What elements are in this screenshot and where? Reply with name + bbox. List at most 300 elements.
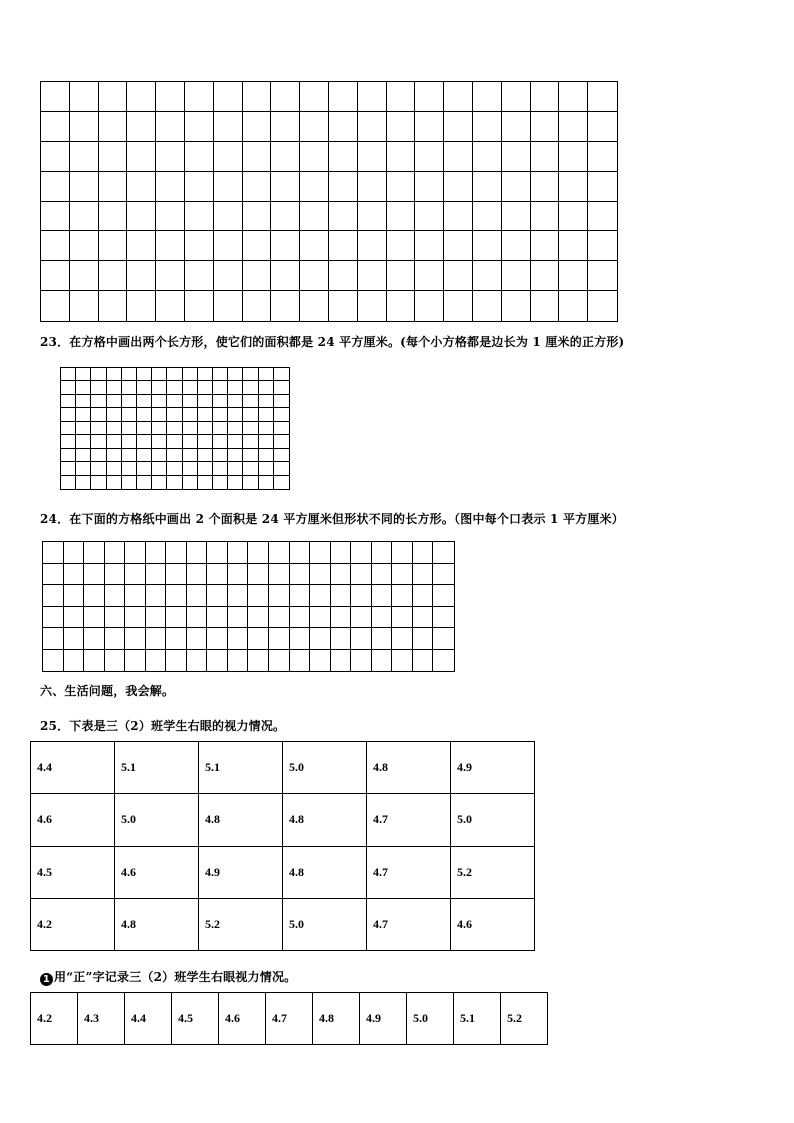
- grid-cell[interactable]: [41, 82, 70, 112]
- grid-cell[interactable]: [444, 261, 473, 291]
- grid-cell[interactable]: [198, 368, 213, 381]
- grid-cell[interactable]: [502, 172, 531, 202]
- grid-cell[interactable]: [70, 82, 99, 112]
- grid-cell[interactable]: [76, 476, 91, 489]
- grid-cell[interactable]: [207, 542, 228, 564]
- grid-cell[interactable]: [387, 112, 416, 142]
- grid-cell[interactable]: [198, 476, 213, 489]
- grid-cell[interactable]: [415, 112, 444, 142]
- grid-cell[interactable]: [531, 172, 560, 202]
- grid-cell[interactable]: [105, 585, 126, 607]
- grid-cell[interactable]: [413, 564, 434, 586]
- grid-cell[interactable]: [84, 564, 105, 586]
- grid-cell[interactable]: [290, 607, 311, 629]
- grid-cell[interactable]: [43, 585, 64, 607]
- grid-cell[interactable]: [213, 449, 228, 462]
- grid-cell[interactable]: [290, 585, 311, 607]
- grid-cell[interactable]: [156, 112, 185, 142]
- grid-cell[interactable]: [156, 291, 185, 321]
- grid-cell[interactable]: [228, 381, 243, 394]
- grid-cell[interactable]: [331, 607, 352, 629]
- grid-cell[interactable]: [310, 542, 331, 564]
- tally-header-cell[interactable]: 5.0: [407, 993, 454, 1045]
- grid-paper-q23[interactable]: [60, 367, 290, 490]
- grid-cell[interactable]: [127, 202, 156, 232]
- grid-cell[interactable]: [531, 82, 560, 112]
- grid-cell[interactable]: [127, 82, 156, 112]
- grid-cell[interactable]: [415, 231, 444, 261]
- tally-header-cell[interactable]: 4.8: [313, 993, 360, 1045]
- grid-cell[interactable]: [107, 435, 122, 448]
- grid-cell[interactable]: [228, 607, 249, 629]
- grid-cell[interactable]: [127, 112, 156, 142]
- grid-cell[interactable]: [146, 650, 167, 672]
- grid-cell[interactable]: [444, 202, 473, 232]
- grid-cell[interactable]: [228, 585, 249, 607]
- grid-cell[interactable]: [152, 462, 167, 475]
- grid-cell[interactable]: [41, 202, 70, 232]
- grid-cell[interactable]: [392, 650, 413, 672]
- grid-cell[interactable]: [387, 202, 416, 232]
- grid-cell[interactable]: [531, 291, 560, 321]
- grid-cell[interactable]: [70, 231, 99, 261]
- grid-cell[interactable]: [392, 607, 413, 629]
- grid-cell[interactable]: [413, 542, 434, 564]
- grid-cell[interactable]: [444, 291, 473, 321]
- grid-cell[interactable]: [137, 449, 152, 462]
- grid-cell[interactable]: [76, 422, 91, 435]
- grid-cell[interactable]: [228, 395, 243, 408]
- grid-cell[interactable]: [559, 142, 588, 172]
- grid-cell[interactable]: [41, 172, 70, 202]
- grid-cell[interactable]: [271, 112, 300, 142]
- grid-cell[interactable]: [387, 261, 416, 291]
- grid-cell[interactable]: [559, 82, 588, 112]
- grid-cell[interactable]: [228, 462, 243, 475]
- grid-cell[interactable]: [331, 564, 352, 586]
- grid-cell[interactable]: [387, 291, 416, 321]
- grid-cell[interactable]: [300, 231, 329, 261]
- grid-cell[interactable]: [127, 142, 156, 172]
- grid-cell[interactable]: [415, 202, 444, 232]
- grid-cell[interactable]: [183, 368, 198, 381]
- grid-cell[interactable]: [228, 628, 249, 650]
- grid-cell[interactable]: [185, 202, 214, 232]
- grid-cell[interactable]: [167, 368, 182, 381]
- grid-cell[interactable]: [213, 476, 228, 489]
- grid-cell[interactable]: [214, 202, 243, 232]
- tally-header-cell[interactable]: 4.3: [78, 993, 125, 1045]
- grid-cell[interactable]: [137, 476, 152, 489]
- grid-cell[interactable]: [99, 261, 128, 291]
- tally-header-cell[interactable]: 5.1: [454, 993, 501, 1045]
- grid-cell[interactable]: [243, 476, 258, 489]
- grid-cell[interactable]: [76, 435, 91, 448]
- grid-cell[interactable]: [300, 142, 329, 172]
- grid-cell[interactable]: [91, 381, 106, 394]
- grid-cell[interactable]: [228, 564, 249, 586]
- grid-cell[interactable]: [152, 395, 167, 408]
- grid-cell[interactable]: [125, 542, 146, 564]
- grid-cell[interactable]: [259, 381, 274, 394]
- grid-cell[interactable]: [122, 449, 137, 462]
- grid-cell[interactable]: [167, 449, 182, 462]
- grid-cell[interactable]: [107, 462, 122, 475]
- grid-cell[interactable]: [351, 628, 372, 650]
- grid-cell[interactable]: [127, 291, 156, 321]
- grid-cell[interactable]: [274, 381, 289, 394]
- grid-cell[interactable]: [228, 435, 243, 448]
- grid-cell[interactable]: [372, 628, 393, 650]
- grid-cell[interactable]: [588, 202, 617, 232]
- grid-cell[interactable]: [125, 564, 146, 586]
- grid-cell[interactable]: [183, 449, 198, 462]
- grid-cell[interactable]: [183, 408, 198, 421]
- grid-cell[interactable]: [358, 261, 387, 291]
- grid-cell[interactable]: [392, 628, 413, 650]
- grid-cell[interactable]: [122, 408, 137, 421]
- grid-cell[interactable]: [559, 112, 588, 142]
- grid-cell[interactable]: [588, 231, 617, 261]
- grid-cell[interactable]: [167, 408, 182, 421]
- grid-cell[interactable]: [413, 607, 434, 629]
- grid-cell[interactable]: [122, 422, 137, 435]
- grid-cell[interactable]: [183, 381, 198, 394]
- grid-cell[interactable]: [271, 261, 300, 291]
- grid-cell[interactable]: [41, 291, 70, 321]
- grid-cell[interactable]: [198, 449, 213, 462]
- grid-cell[interactable]: [358, 112, 387, 142]
- grid-cell[interactable]: [243, 368, 258, 381]
- grid-cell[interactable]: [207, 607, 228, 629]
- grid-cell[interactable]: [259, 368, 274, 381]
- grid-cell[interactable]: [290, 628, 311, 650]
- grid-cell[interactable]: [329, 142, 358, 172]
- grid-cell[interactable]: [300, 82, 329, 112]
- grid-cell[interactable]: [105, 650, 126, 672]
- grid-cell[interactable]: [64, 564, 85, 586]
- grid-cell[interactable]: [64, 542, 85, 564]
- grid-cell[interactable]: [146, 607, 167, 629]
- grid-cell[interactable]: [415, 142, 444, 172]
- grid-cell[interactable]: [269, 542, 290, 564]
- grid-cell[interactable]: [214, 112, 243, 142]
- grid-cell[interactable]: [137, 395, 152, 408]
- grid-cell[interactable]: [588, 82, 617, 112]
- grid-cell[interactable]: [310, 650, 331, 672]
- grid-cell[interactable]: [372, 585, 393, 607]
- grid-cell[interactable]: [213, 395, 228, 408]
- grid-cell[interactable]: [433, 650, 454, 672]
- grid-cell[interactable]: [358, 202, 387, 232]
- grid-cell[interactable]: [243, 202, 272, 232]
- grid-cell[interactable]: [152, 476, 167, 489]
- grid-cell[interactable]: [41, 231, 70, 261]
- grid-cell[interactable]: [473, 202, 502, 232]
- grid-cell[interactable]: [214, 142, 243, 172]
- grid-cell[interactable]: [156, 142, 185, 172]
- grid-cell[interactable]: [271, 142, 300, 172]
- grid-cell[interactable]: [122, 395, 137, 408]
- grid-cell[interactable]: [444, 82, 473, 112]
- grid-cell[interactable]: [107, 476, 122, 489]
- tally-header-cell[interactable]: 4.4: [125, 993, 172, 1045]
- grid-cell[interactable]: [248, 542, 269, 564]
- grid-cell[interactable]: [185, 291, 214, 321]
- grid-cell[interactable]: [415, 291, 444, 321]
- grid-cell[interactable]: [243, 261, 272, 291]
- grid-cell[interactable]: [91, 368, 106, 381]
- grid-cell[interactable]: [76, 381, 91, 394]
- grid-cell[interactable]: [351, 564, 372, 586]
- grid-cell[interactable]: [269, 585, 290, 607]
- grid-cell[interactable]: [76, 408, 91, 421]
- grid-cell[interactable]: [433, 542, 454, 564]
- grid-cell[interactable]: [70, 142, 99, 172]
- grid-cell[interactable]: [271, 291, 300, 321]
- grid-cell[interactable]: [137, 435, 152, 448]
- grid-cell[interactable]: [107, 395, 122, 408]
- grid-cell[interactable]: [559, 261, 588, 291]
- grid-cell[interactable]: [187, 585, 208, 607]
- grid-cell[interactable]: [329, 261, 358, 291]
- grid-cell[interactable]: [228, 650, 249, 672]
- grid-cell[interactable]: [300, 172, 329, 202]
- grid-cell[interactable]: [300, 261, 329, 291]
- grid-cell[interactable]: [207, 650, 228, 672]
- grid-cell[interactable]: [372, 607, 393, 629]
- grid-cell[interactable]: [61, 408, 76, 421]
- grid-cell[interactable]: [84, 628, 105, 650]
- grid-cell[interactable]: [91, 449, 106, 462]
- grid-cell[interactable]: [107, 422, 122, 435]
- grid-cell[interactable]: [76, 395, 91, 408]
- grid-cell[interactable]: [274, 462, 289, 475]
- grid-cell[interactable]: [214, 261, 243, 291]
- grid-cell[interactable]: [64, 628, 85, 650]
- grid-cell[interactable]: [502, 291, 531, 321]
- grid-cell[interactable]: [152, 368, 167, 381]
- grid-cell[interactable]: [259, 422, 274, 435]
- grid-cell[interactable]: [290, 564, 311, 586]
- grid-cell[interactable]: [502, 112, 531, 142]
- grid-cell[interactable]: [300, 202, 329, 232]
- grid-cell[interactable]: [259, 395, 274, 408]
- grid-cell[interactable]: [387, 172, 416, 202]
- grid-cell[interactable]: [248, 564, 269, 586]
- grid-cell[interactable]: [274, 435, 289, 448]
- grid-cell[interactable]: [351, 542, 372, 564]
- grid-cell[interactable]: [152, 381, 167, 394]
- grid-cell[interactable]: [358, 291, 387, 321]
- grid-cell[interactable]: [187, 650, 208, 672]
- grid-cell[interactable]: [43, 542, 64, 564]
- grid-cell[interactable]: [152, 449, 167, 462]
- grid-cell[interactable]: [167, 381, 182, 394]
- grid-cell[interactable]: [41, 112, 70, 142]
- grid-cell[interactable]: [473, 291, 502, 321]
- grid-cell[interactable]: [187, 564, 208, 586]
- grid-cell[interactable]: [107, 368, 122, 381]
- grid-cell[interactable]: [214, 231, 243, 261]
- grid-cell[interactable]: [166, 650, 187, 672]
- grid-cell[interactable]: [146, 585, 167, 607]
- grid-cell[interactable]: [559, 231, 588, 261]
- grid-cell[interactable]: [213, 368, 228, 381]
- grid-cell[interactable]: [137, 368, 152, 381]
- grid-cell[interactable]: [433, 607, 454, 629]
- tally-header-cell[interactable]: 5.2: [501, 993, 548, 1045]
- grid-cell[interactable]: [91, 422, 106, 435]
- grid-cell[interactable]: [588, 261, 617, 291]
- grid-cell[interactable]: [64, 585, 85, 607]
- tally-header-cell[interactable]: 4.9: [360, 993, 407, 1045]
- grid-cell[interactable]: [43, 628, 64, 650]
- grid-cell[interactable]: [125, 585, 146, 607]
- grid-cell[interactable]: [167, 422, 182, 435]
- grid-cell[interactable]: [61, 462, 76, 475]
- grid-cell[interactable]: [243, 291, 272, 321]
- grid-cell[interactable]: [41, 261, 70, 291]
- grid-cell[interactable]: [156, 172, 185, 202]
- grid-cell[interactable]: [588, 112, 617, 142]
- grid-cell[interactable]: [228, 422, 243, 435]
- grid-paper-q24[interactable]: [42, 541, 455, 672]
- grid-cell[interactable]: [99, 202, 128, 232]
- grid-cell[interactable]: [99, 291, 128, 321]
- grid-cell[interactable]: [183, 435, 198, 448]
- grid-cell[interactable]: [274, 449, 289, 462]
- grid-cell[interactable]: [43, 650, 64, 672]
- tally-header-cell[interactable]: 4.5: [172, 993, 219, 1045]
- grid-cell[interactable]: [531, 202, 560, 232]
- grid-cell[interactable]: [156, 261, 185, 291]
- grid-cell[interactable]: [127, 231, 156, 261]
- grid-cell[interactable]: [105, 628, 126, 650]
- grid-cell[interactable]: [156, 82, 185, 112]
- grid-cell[interactable]: [41, 142, 70, 172]
- grid-cell[interactable]: [329, 112, 358, 142]
- grid-cell[interactable]: [122, 368, 137, 381]
- grid-cell[interactable]: [392, 542, 413, 564]
- grid-cell[interactable]: [64, 650, 85, 672]
- grid-cell[interactable]: [166, 607, 187, 629]
- grid-cell[interactable]: [243, 422, 258, 435]
- grid-cell[interactable]: [531, 261, 560, 291]
- grid-cell[interactable]: [167, 395, 182, 408]
- grid-cell[interactable]: [228, 408, 243, 421]
- grid-cell[interactable]: [70, 172, 99, 202]
- grid-cell[interactable]: [502, 82, 531, 112]
- grid-cell[interactable]: [183, 422, 198, 435]
- grid-cell[interactable]: [413, 628, 434, 650]
- grid-cell[interactable]: [228, 476, 243, 489]
- grid-cell[interactable]: [127, 261, 156, 291]
- grid-cell[interactable]: [243, 462, 258, 475]
- grid-cell[interactable]: [259, 462, 274, 475]
- grid-cell[interactable]: [213, 422, 228, 435]
- grid-cell[interactable]: [243, 449, 258, 462]
- grid-cell[interactable]: [473, 82, 502, 112]
- grid-cell[interactable]: [358, 82, 387, 112]
- tally-header-cell[interactable]: 4.7: [266, 993, 313, 1045]
- grid-cell[interactable]: [122, 381, 137, 394]
- grid-cell[interactable]: [198, 422, 213, 435]
- grid-cell[interactable]: [91, 462, 106, 475]
- grid-cell[interactable]: [167, 435, 182, 448]
- grid-cell[interactable]: [122, 476, 137, 489]
- grid-cell[interactable]: [213, 408, 228, 421]
- grid-cell[interactable]: [243, 231, 272, 261]
- grid-cell[interactable]: [290, 650, 311, 672]
- grid-cell[interactable]: [473, 172, 502, 202]
- grid-cell[interactable]: [588, 291, 617, 321]
- grid-cell[interactable]: [271, 172, 300, 202]
- grid-cell[interactable]: [127, 172, 156, 202]
- grid-cell[interactable]: [248, 650, 269, 672]
- grid-cell[interactable]: [198, 462, 213, 475]
- grid-cell[interactable]: [444, 142, 473, 172]
- grid-cell[interactable]: [198, 408, 213, 421]
- tally-record-table[interactable]: [30, 992, 548, 1045]
- grid-cell[interactable]: [228, 542, 249, 564]
- grid-cell[interactable]: [84, 585, 105, 607]
- grid-cell[interactable]: [269, 564, 290, 586]
- grid-paper-top[interactable]: [40, 81, 618, 322]
- grid-cell[interactable]: [166, 628, 187, 650]
- grid-cell[interactable]: [502, 202, 531, 232]
- grid-cell[interactable]: [167, 476, 182, 489]
- grid-cell[interactable]: [137, 462, 152, 475]
- grid-cell[interactable]: [358, 172, 387, 202]
- grid-cell[interactable]: [105, 542, 126, 564]
- grid-cell[interactable]: [444, 112, 473, 142]
- grid-cell[interactable]: [502, 142, 531, 172]
- grid-cell[interactable]: [387, 142, 416, 172]
- grid-cell[interactable]: [84, 542, 105, 564]
- grid-cell[interactable]: [259, 408, 274, 421]
- grid-cell[interactable]: [152, 435, 167, 448]
- grid-cell[interactable]: [207, 628, 228, 650]
- grid-cell[interactable]: [259, 435, 274, 448]
- grid-cell[interactable]: [433, 585, 454, 607]
- grid-cell[interactable]: [84, 607, 105, 629]
- grid-cell[interactable]: [372, 542, 393, 564]
- grid-cell[interactable]: [185, 142, 214, 172]
- grid-cell[interactable]: [187, 607, 208, 629]
- grid-cell[interactable]: [61, 395, 76, 408]
- grid-cell[interactable]: [61, 422, 76, 435]
- grid-cell[interactable]: [183, 462, 198, 475]
- grid-cell[interactable]: [70, 202, 99, 232]
- grid-cell[interactable]: [415, 261, 444, 291]
- grid-cell[interactable]: [248, 607, 269, 629]
- grid-cell[interactable]: [43, 607, 64, 629]
- grid-cell[interactable]: [331, 585, 352, 607]
- grid-cell[interactable]: [271, 231, 300, 261]
- grid-cell[interactable]: [290, 542, 311, 564]
- grid-cell[interactable]: [76, 462, 91, 475]
- grid-cell[interactable]: [228, 368, 243, 381]
- grid-cell[interactable]: [84, 650, 105, 672]
- grid-cell[interactable]: [207, 564, 228, 586]
- grid-cell[interactable]: [358, 231, 387, 261]
- grid-cell[interactable]: [213, 381, 228, 394]
- grid-cell[interactable]: [413, 585, 434, 607]
- grid-cell[interactable]: [198, 435, 213, 448]
- grid-cell[interactable]: [166, 542, 187, 564]
- grid-cell[interactable]: [331, 628, 352, 650]
